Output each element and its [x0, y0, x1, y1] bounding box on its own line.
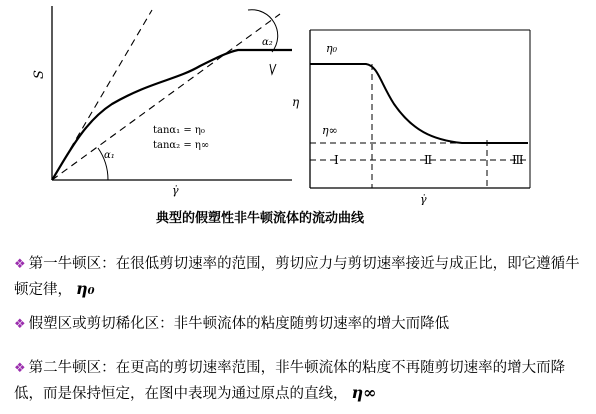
left-x-label: γ̇ — [172, 184, 179, 197]
eq1-label: tanα₁ = η₀ — [153, 125, 205, 136]
left-chart — [32, 6, 292, 197]
eta0-label: η₀ — [326, 42, 337, 55]
second-newtonian-region-text — [14, 356, 588, 406]
eq2-label: tanα₂ = η∞ — [153, 140, 210, 151]
alpha2-arrow-icon — [270, 64, 276, 74]
eta-inf-symbol: η∞ — [351, 383, 377, 402]
p1-body: 第一牛顿区：在很低剪切速率的范围，剪切应力与剪切速率接近与成正比，即它遵循牛顿定律， — [14, 256, 580, 298]
eta0-symbol: η₀ — [76, 279, 95, 298]
diamond-bullet-icon: ❖ — [14, 317, 26, 332]
tangent-eta-inf — [52, 14, 280, 180]
eta-inf-label: η∞ — [322, 124, 338, 137]
alpha1-label: α₁ — [104, 150, 115, 161]
p3-body: 第二牛顿区：在更高的剪切速率范围，非牛顿流体的粘度不再随剪切速率的增大而降低，而是保持恒定，在图中表现为通过原点的直线， — [14, 360, 566, 402]
figures — [0, 0, 596, 205]
figure-caption: 典型的假塑性非牛顿流体的流动曲线 — [155, 211, 364, 226]
right-y-label: η — [292, 95, 300, 109]
region-1-label: Ⅰ — [334, 153, 339, 167]
viscosity-curve — [310, 64, 528, 143]
first-newtonian-region-text — [14, 252, 588, 302]
right-chart — [292, 30, 530, 205]
pseudoplastic-region-text — [14, 312, 588, 337]
diamond-bullet-icon: ❖ — [14, 257, 26, 272]
alpha2-label: α₂ — [262, 37, 273, 48]
region-3-label: Ⅲ — [512, 153, 524, 167]
right-x-label: γ̇ — [420, 193, 427, 205]
p2-body: 假塑区或剪切稀化区：非牛顿流体的粘度随剪切速率的增大而降低 — [28, 316, 450, 332]
flow-curve — [52, 50, 292, 180]
region-2-label: Ⅱ — [424, 153, 433, 167]
diamond-bullet-icon: ❖ — [14, 361, 26, 376]
left-y-label: S — [32, 70, 47, 79]
